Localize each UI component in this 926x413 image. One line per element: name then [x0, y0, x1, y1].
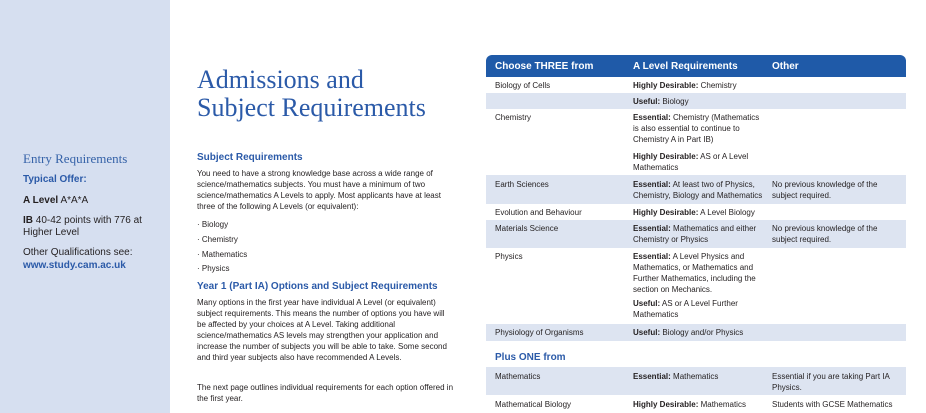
row-requirement — [633, 327, 765, 338]
year1-text: Many options in the first year have individual A Level (or equivalent) subject requirements. This means the number of options you have will be affected by your choices at A Level. Taking additional science/mathematics AS levels may strengthen your application and increase the number of subjects you will be able to take. Some second and third year subjects also have recommended A Levels. — [197, 298, 447, 362]
req-text: Chemistry — [700, 81, 737, 90]
table-row — [486, 296, 906, 324]
a-level-offer — [23, 195, 163, 207]
req-text: A Level Physics and Mathematics, or Mathematics and Further Mathematics, including the section on Mechanics. — [633, 252, 756, 294]
bullet-chemistry: · Chemistry — [197, 235, 238, 244]
req-text: A Level Biology — [700, 208, 755, 217]
req-label: Highly Desirable: — [633, 208, 699, 217]
req-text: Mathematics — [700, 400, 746, 409]
req-label: Essential: — [633, 113, 671, 122]
req-text: Biology and/or Physics — [662, 328, 744, 337]
table-row — [486, 220, 906, 248]
req-text: Mathematics and either Chemistry or Physics — [633, 224, 757, 244]
page-title-line1: Admissions and — [197, 65, 364, 94]
header-choose: Choose THREE from — [495, 61, 594, 72]
row-other: Students with GCSE Mathematics — [772, 400, 893, 409]
table-row — [486, 149, 906, 175]
req-label: Essential: — [633, 252, 671, 261]
ib-offer — [23, 215, 163, 239]
header-requirements: A Level Requirements — [633, 61, 738, 72]
table-row — [486, 175, 906, 204]
bullet-mathematics: · Mathematics — [197, 250, 248, 259]
ib-label: IB — [23, 215, 33, 226]
bullet-biology: · Biology — [197, 220, 229, 229]
row-requirement — [633, 96, 765, 107]
row-other: No previous knowledge of the subject required. — [772, 224, 878, 244]
row-requirement — [633, 112, 765, 145]
row-requirement — [633, 399, 765, 410]
bullet-physics: · Physics — [197, 264, 230, 273]
req-label: Useful: — [633, 328, 661, 337]
row-requirement — [633, 80, 765, 91]
req-label: Useful: — [633, 299, 661, 308]
table-row — [486, 395, 906, 413]
row-requirement — [633, 371, 765, 382]
year1-heading: Year 1 (Part IA) Options and Subject Requirements — [197, 281, 438, 292]
typical-offer-label: Typical Offer: — [23, 174, 87, 185]
page-title-line2: Subject Requirements — [197, 93, 426, 122]
row-subject: Chemistry — [495, 113, 532, 122]
row-subject: Materials Science — [495, 224, 559, 233]
row-other: Essential if you are taking Part IA Physics. — [772, 372, 890, 392]
req-label: Highly Desirable: — [633, 81, 699, 90]
row-requirement — [633, 223, 765, 245]
req-text: Biology — [662, 97, 689, 106]
table-row — [486, 204, 906, 220]
row-subject: Physics — [495, 252, 523, 261]
req-label: Highly Desirable: — [633, 152, 699, 161]
row-subject: Evolution and Behaviour — [495, 208, 582, 217]
ib-value: 40-42 points with 776 at Higher Level — [23, 215, 142, 238]
a-level-label: A Level — [23, 195, 59, 206]
row-subject: Physiology of Organisms — [495, 328, 584, 337]
a-level-value: A*A*A — [60, 195, 89, 206]
row-requirement — [633, 179, 765, 201]
table-header — [486, 55, 906, 77]
entry-requirements-heading: Entry Requirements — [23, 151, 128, 166]
subject-requirements-heading: Subject Requirements — [197, 152, 303, 163]
study-link[interactable]: www.study.cam.ac.uk — [23, 260, 126, 271]
req-text: AS or A Level Further Mathematics — [633, 299, 738, 319]
row-requirement — [633, 298, 765, 320]
req-text: Mathematics — [673, 372, 719, 381]
table-row — [486, 367, 906, 395]
page-title — [197, 66, 467, 122]
row-subject: Earth Sciences — [495, 180, 549, 189]
req-text: AS or A Level Mathematics — [633, 152, 749, 172]
other-qualifications: Other Qualifications see: — [23, 247, 133, 258]
table-row — [486, 248, 906, 296]
row-subject: Mathematics — [495, 372, 541, 381]
table-row — [486, 93, 906, 109]
plus-one-heading: Plus ONE from — [495, 352, 566, 363]
sidebar — [0, 0, 170, 413]
req-label: Highly Desirable: — [633, 400, 699, 409]
header-other: Other — [772, 61, 799, 72]
subject-requirements-text: You need to have a strong knowledge base across a wide range of science/mathematics subjects. You must have a minimum of two science/mathematics A Levels to apply. Most applicants have at least three of the following A Levels (or equivalent): — [197, 169, 441, 211]
req-text: At least two of Physics, Chemistry, Biology and Mathematics — [633, 180, 763, 200]
row-subject: Biology of Cells — [495, 81, 551, 90]
row-requirement — [633, 151, 765, 173]
row-requirement — [633, 251, 765, 295]
req-label: Essential: — [633, 224, 671, 233]
row-subject: Mathematical Biology — [495, 400, 572, 409]
table-row — [486, 77, 906, 93]
next-page-text: The next page outlines individual requirements for each option offered in the first year. — [197, 383, 454, 403]
req-label: Useful: — [633, 97, 661, 106]
req-text: Chemistry (Mathematics is also essential to continue to Chemistry A in Part IB) — [633, 113, 760, 144]
row-requirement — [633, 207, 765, 218]
table-row — [486, 109, 906, 149]
req-label: Essential: — [633, 180, 671, 189]
row-other: No previous knowledge of the subject required. — [772, 180, 878, 200]
table-row — [486, 324, 906, 341]
req-label: Essential: — [633, 372, 671, 381]
